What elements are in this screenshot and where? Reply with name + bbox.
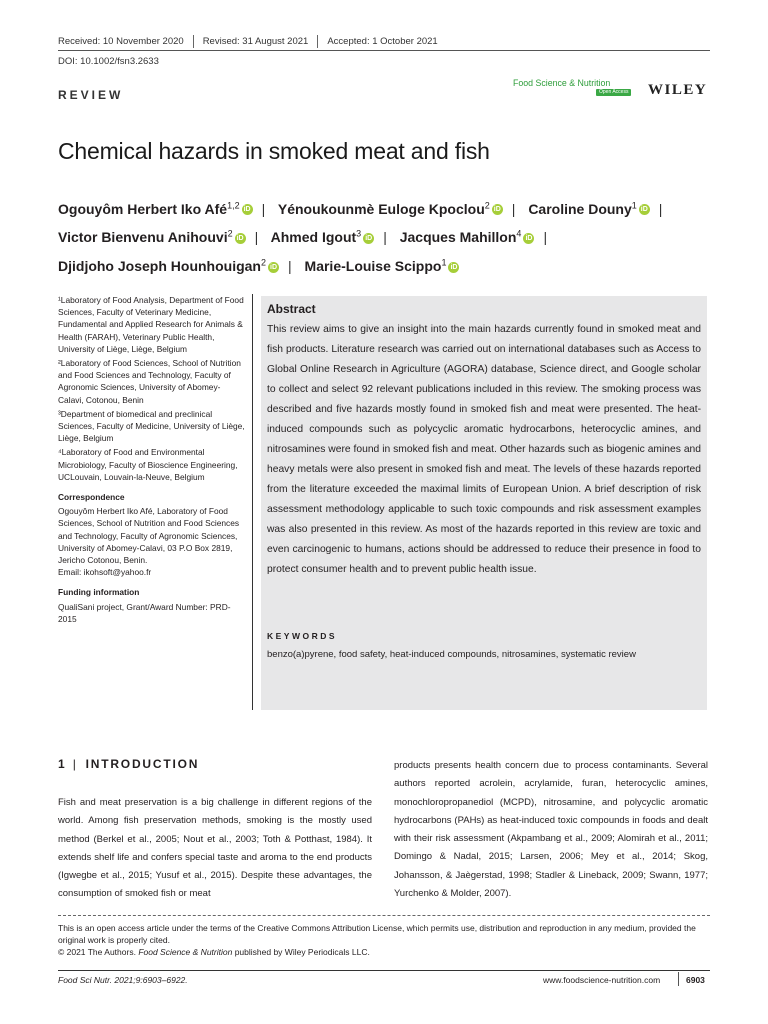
abstract-text: This review aims to give an insight into the main hazards currently found in smoked meat and fish products. Literature research was carried out on international databases such as Access to Global Online Research in Agriculture (AGORA) database, Science direct, and Google scholar to collect and select 92 relevant publications included in this review. The smoking process was described and five hazards mostly found in smoked fish and meat were presented. The heat-induced compounds such as polycyclic aromatic hydrocarbons, heterocyclic amines, and nitrosamines were found in smoked fish and meat. Other hazards such as biogenic amines and heavy metals were also present in smoked fish and meat. The levels of these hazards reported from the literature exceeded the maximal limits of European Union. A brief description of risk assessment methodology applicable to such toxic compounds and risk assessment examples was also presented in this review. As most of the hazards reported in this review are toxic and even carcinogenic to humans, actions should be addressed to reduce their presence in food to protect consumer health and to prevent public health issue.: [267, 324, 701, 575]
author[interactable]: Djidjoho Joseph Hounhouigan$^2$: [58, 257, 266, 274]
header-rule: [58, 50, 710, 51]
author[interactable]: Victor Bienvenu Anihouvi$^2$: [58, 228, 233, 246]
funding-heading: Funding information: [58, 587, 140, 598]
article-type: REVIEW: [58, 88, 124, 102]
email-link[interactable]: Email: ikohsoft@yahoo.fr: [58, 567, 152, 578]
affiliation: ¹Laboratory of Food Analysis, Department of Food Sciences, Faculty of Veterinary Medicine, Fundamental and Applied Research for Animals & Health (FARAH), Veterinary Public Health, University of Liège, Liège, Belgium: [58, 295, 244, 354]
affiliation: ⁴Laboratory of Food and Environmental Microbiology, Faculty of Bioscience Engineering, UCLouvain, Louvain-la-Neuve, Belgium: [58, 447, 238, 482]
affiliation: ²Laboratory of Food Sciences, School of Nutrition and Food Sciences and Technology, Faculty of Agronomic Sciences, University of Abomey-Calavi, Cotonou, Benin: [58, 358, 241, 405]
divider: [317, 35, 318, 48]
accepted-date: Accepted: 1 October 2021: [327, 36, 438, 47]
orcid-icon[interactable]: iD: [525, 235, 533, 243]
author[interactable]: Jacques Mahillon$^4$: [399, 228, 522, 246]
section-heading: 1 | INTRODUCTION: [58, 757, 200, 771]
author[interactable]: Caroline Douny$^1$: [528, 200, 637, 217]
orcid-icon[interactable]: iD: [236, 235, 244, 243]
author-list: Ogouyôm Herbert Iko Afé$^{1,2}$ iD | Yénoukounmè Euloge Kpoclou$^2$ iD | Caroline Douny$^1$ iD | Victor Bienvenu Anihouvi$^2$ iD | Ahmed Igout$^3$ iD | Jacques Mahillon$^4$ iD | Djidjoho Joseph Hounhouigan$^2$ iD | Marie-Louise Scippo$^1$ iD: [58, 200, 663, 274]
orcid-icon[interactable]: iD: [640, 206, 648, 214]
citation: Food Sci Nutr. 2021;9:6903–6922.: [58, 975, 188, 985]
author[interactable]: Marie-Louise Scippo$^1$: [304, 257, 447, 274]
keywords-text: benzo(a)pyrene, food safety, heat-induced compounds, nitrosamines, systematic review: [267, 649, 636, 660]
section-title: INTRODUCTION: [85, 757, 200, 771]
section-number: 1: [58, 757, 65, 771]
publisher-logo: WILEY: [648, 82, 708, 98]
journal-name: Food Science & Nutrition: [513, 78, 611, 88]
author[interactable]: Ahmed Igout$^3$: [270, 228, 362, 246]
article-title: Chemical hazards in smoked meat and fish: [58, 138, 490, 164]
correspondence-text: Ogouyôm Herbert Iko Afé, Laboratory of Food Sciences, School of Nutrition and Food Sciences and Technology, Faculty of Agronomic Sciences, University of Abomey-Calavi, 03 P.O Box 2819, Jericho Cotonou, Benin. Email: ikohsoft@yahoo.fr: [58, 506, 240, 578]
journal-url[interactable]: www.foodscience-nutrition.com: [543, 975, 661, 985]
abstract-heading: Abstract: [267, 302, 316, 316]
column-divider: [252, 294, 253, 710]
funding-text: QualiSani project, Grant/Award Number: PRD-2015: [58, 601, 231, 624]
divider: [193, 35, 194, 48]
author[interactable]: Yénoukounmè Euloge Kpoclou$^2$: [277, 200, 490, 217]
orcid-icon[interactable]: iD: [365, 235, 373, 243]
body-column-left: Fish and meat preservation is a big challenge in different regions of the world. Among fish preservation methods, smoking is the mostly used method (Berkel et al., 2005; Nout et al., 2003; Toth & Potthast, 1984). It extends shelf life and confers special taste and aroma to the end products (Igwegbe et al., 2015; Yusuf et al., 2015). Despite these advantages, the consumption of smoked fish or meat: [58, 797, 372, 900]
license-divider: [58, 915, 710, 916]
orcid-icon[interactable]: iD: [493, 206, 501, 214]
divider: [678, 972, 679, 986]
open-access-badge: Open Access: [596, 89, 631, 96]
history-dates: [58, 35, 438, 48]
revised-date: Revised: 31 August 2021: [202, 36, 309, 47]
orcid-icon[interactable]: iD: [243, 206, 251, 214]
correspondence-heading: Correspondence: [58, 492, 125, 503]
received-date: Received: 10 November 2020: [58, 36, 184, 47]
body-column-right: products presents health concern due to process contaminants. Several authors reported acrolein, acrylamide, furan, heterocyclic amines, monochloropropanediol (MCPD), nitrosamine, and polycyclic aromatic hydrocarbons (PAHs) as heat-induced toxic compounds in foods and dealt with their risk assessment (Akpambang et al., 2009; Alomirah et al., 2011; Domingo & Nadal, 2015; Larsen, 2006; Mey et al., 2014; Skog, Johansson, & Jaègerstad, 1998; Stadler & Lineback, 2009; Swann, 1977; Yurchenko & Molder, 2007).: [394, 760, 708, 900]
page-number: 6903: [686, 975, 705, 985]
footer-rule: [58, 970, 710, 971]
doi[interactable]: DOI: 10.1002/fsn3.2633: [58, 56, 159, 67]
keywords-heading: KEYWORDS: [267, 631, 338, 641]
author[interactable]: Ogouyôm Herbert Iko Afé$^{1,2}$: [58, 200, 240, 217]
license-notice: This is an open access article under the terms of the Creative Commons Attribution License, which permits use, distribution and reproduction in any medium, provided the original work is properly cited. © 2021 The Authors. Food Science & Nutrition published by Wiley Periodicals LLC.: [58, 923, 696, 957]
orcid-icon[interactable]: iD: [450, 263, 458, 271]
affiliations-column: [58, 294, 246, 627]
orcid-icon[interactable]: iD: [270, 263, 277, 271]
affiliation: ³Department of biomedical and preclinical Sciences, Faculty of Medicine, University of Liège, Liège, Belgium: [58, 408, 245, 444]
